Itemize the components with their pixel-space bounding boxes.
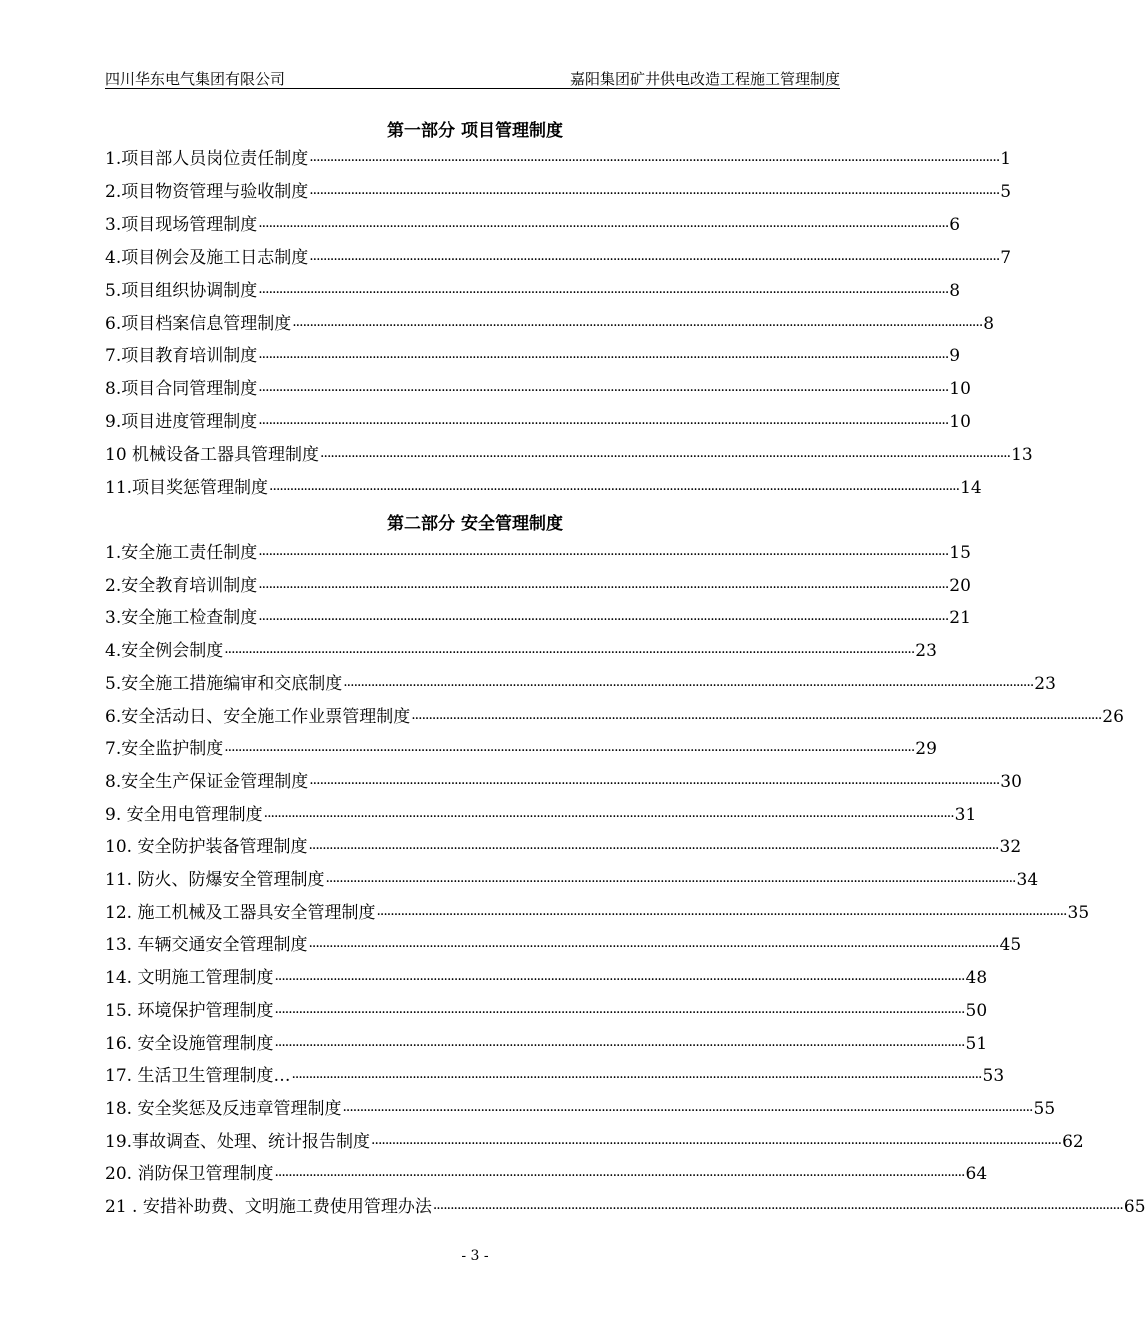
toc-dot-leader: ········································································································································································································	[291, 1070, 982, 1087]
toc-entry[interactable]	[105, 441, 1033, 466]
page-number: - 3 -	[461, 1248, 489, 1264]
toc-entry-title: 19.事故调查、处理、统计报告制度	[105, 1131, 371, 1152]
toc-entry-title: 10. 安全防护装备管理制度	[105, 837, 308, 858]
toc-entry-page: 26	[1102, 706, 1124, 727]
toc-entry[interactable]	[105, 964, 988, 989]
toc-entry-title: 6.项目档案信息管理制度	[105, 313, 292, 334]
toc-entry-page: 20	[949, 575, 971, 596]
toc-entry[interactable]	[105, 768, 1022, 792]
toc-entry-page: 65	[1123, 1197, 1146, 1217]
toc-entry-page: 23	[915, 641, 937, 662]
toc-dot-leader: ········································································································································································································	[343, 677, 1034, 694]
toc-entry[interactable]	[105, 539, 971, 563]
toc-dot-leader: ········································································································································································································	[258, 612, 949, 629]
toc-entry[interactable]	[105, 931, 1022, 956]
toc-entry-page: 7	[1000, 247, 1012, 268]
page-header	[105, 66, 840, 89]
toc-dot-leader: ········································································································································································································	[371, 1135, 1062, 1152]
toc-entry-title: 1.项目部人员岗位责任制度	[105, 149, 309, 169]
toc-dot-leader: ········································································································································································································	[309, 185, 1000, 202]
toc-dot-leader: ········································································································································································································	[258, 383, 949, 400]
toc-entry-page: 29	[915, 739, 937, 760]
toc-entry-page: 6	[949, 214, 961, 235]
toc-entry[interactable]	[105, 670, 1056, 694]
toc-entry-title: 12. 施工机械及工器具安全管理制度	[105, 902, 376, 923]
toc-entry[interactable]	[105, 703, 1124, 727]
toc-dot-leader: ········································································································································································································	[258, 218, 949, 235]
toc-entry[interactable]	[105, 866, 1039, 890]
toc-entry-title: 18. 安全奖惩及反违章管理制度	[105, 1098, 342, 1119]
toc-entry-title: 21 . 安措补助费、文明施工费使用管理办法	[105, 1197, 432, 1217]
toc-entry-title: 5.项目组织协调制度	[105, 280, 258, 301]
toc-entry-page: 55	[1033, 1098, 1056, 1119]
toc-entry[interactable]	[105, 604, 971, 629]
part1-title: 第一部分 项目管理制度	[387, 121, 563, 141]
toc-entry-page: 10	[949, 412, 971, 433]
toc-entry-page: 50	[965, 1000, 988, 1021]
toc-entry-title: 6.安全活动日、安全施工作业票管理制度	[105, 706, 411, 727]
toc-entry[interactable]	[105, 342, 961, 367]
toc-dot-leader: ········································································································································································································	[224, 743, 915, 760]
toc-entry-page: 48	[965, 968, 988, 989]
toc-entry[interactable]	[105, 211, 961, 235]
toc-dot-leader: ········································································································································································································	[274, 1037, 965, 1054]
toc-dot-leader: ········································································································································································································	[269, 482, 960, 498]
toc-entry-title: 15. 环境保护管理制度	[105, 1000, 274, 1021]
toc-entry-title: 3.安全施工检查制度	[105, 608, 258, 629]
toc-entry-page: 23	[1034, 673, 1056, 694]
toc-dot-leader: ········································································································································································································	[274, 1004, 965, 1021]
header-document-title: 嘉阳集团矿井供电改造工程施工管理制度	[569, 70, 840, 88]
toc-entry[interactable]	[105, 572, 971, 596]
toc-dot-leader: ········································································································································································································	[309, 153, 1000, 169]
toc-entry[interactable]	[105, 375, 971, 400]
toc-entry[interactable]	[105, 735, 937, 760]
toc-entry-page: 5	[1000, 181, 1012, 202]
toc-entry[interactable]	[105, 1095, 1056, 1119]
toc-entry-page: 8	[949, 280, 961, 301]
toc-entry-title: 3.项目现场管理制度	[105, 214, 258, 235]
toc-dot-leader: ········································································································································································································	[308, 939, 999, 956]
toc-entry-title: 17. 生活卫生管理制度…	[105, 1066, 291, 1087]
toc-dot-leader: ········································································································································································································	[258, 284, 949, 301]
toc-entry-page: 53	[982, 1066, 1005, 1087]
toc-entry[interactable]	[105, 178, 1012, 202]
header-company: 四川华东电气集团有限公司	[105, 70, 286, 88]
toc-entry[interactable]	[105, 145, 1012, 169]
toc-entry-page: 32	[999, 837, 1022, 858]
toc-entry[interactable]	[105, 1160, 988, 1185]
part2-title: 第二部分 安全管理制度	[387, 514, 563, 534]
toc-entry-page: 31	[954, 804, 977, 825]
toc-entry-page: 13	[1011, 445, 1033, 466]
toc-entry-title: 9.项目进度管理制度	[105, 412, 258, 433]
toc-entry-title: 7.安全监护制度	[105, 739, 224, 760]
toc-entry-page: 1	[1000, 149, 1012, 169]
toc-entry-title: 11.项目奖惩管理制度	[105, 478, 269, 498]
toc-entry-title: 8.项目合同管理制度	[105, 379, 258, 400]
toc-dot-leader: ········································································································································································································	[309, 775, 1000, 792]
toc-entry-page: 51	[965, 1033, 988, 1054]
toc-entry[interactable]	[105, 637, 937, 662]
toc-entry[interactable]	[105, 1030, 988, 1054]
toc-dot-leader: ········································································································································································································	[325, 874, 1016, 890]
toc-entry[interactable]	[105, 833, 1022, 858]
toc-entry-title: 4.项目例会及施工日志制度	[105, 247, 309, 268]
toc-entry-page: 62	[1062, 1131, 1084, 1152]
toc-entry-page: 30	[1000, 771, 1022, 792]
toc-dot-leader: ········································································································································································································	[432, 1201, 1123, 1217]
toc-dot-leader: ········································································································································································································	[309, 251, 1000, 268]
toc-entry-page: 8	[983, 313, 995, 334]
toc-dot-leader: ········································································································································································································	[263, 808, 954, 825]
toc-entry[interactable]	[105, 277, 961, 301]
toc-entry-page: 35	[1067, 902, 1090, 923]
toc-dot-leader: ········································································································································································································	[258, 350, 949, 367]
toc-entry-title: 11. 防火、防爆安全管理制度	[105, 870, 325, 890]
toc-entry-page: 15	[949, 543, 971, 563]
toc-entry[interactable]	[105, 310, 995, 334]
toc-dot-leader: ········································································································································································································	[308, 841, 999, 858]
toc-entry-title: 4.安全例会制度	[105, 641, 224, 662]
toc-entry-page: 21	[949, 608, 971, 629]
toc-entry[interactable]	[105, 1062, 1005, 1087]
toc-entry-title: 2.项目物资管理与验收制度	[105, 181, 309, 202]
toc-dot-leader: ········································································································································································································	[258, 416, 949, 433]
toc-entry[interactable]	[105, 801, 977, 825]
toc-entry-title: 1.安全施工责任制度	[105, 543, 258, 563]
toc-entry[interactable]	[105, 244, 1012, 268]
toc-entry[interactable]	[105, 1193, 1146, 1217]
toc-dot-leader: ········································································································································································································	[292, 317, 983, 334]
toc-entry-title: 5.安全施工措施编审和交底制度	[105, 673, 343, 694]
toc-dot-leader: ········································································································································································································	[274, 972, 965, 989]
toc-entry-page: 9	[949, 346, 961, 367]
toc-entry[interactable]	[105, 408, 971, 433]
toc-entry-page: 14	[960, 478, 982, 498]
toc-entry-title: 9. 安全用电管理制度	[105, 804, 263, 825]
toc-dot-leader: ········································································································································································································	[320, 449, 1011, 466]
toc-dot-leader: ········································································································································································································	[258, 579, 949, 596]
toc-entry-title: 13. 车辆交通安全管理制度	[105, 935, 308, 956]
toc-dot-leader: ········································································································································································································	[274, 1168, 965, 1185]
toc-entry-title: 16. 安全设施管理制度	[105, 1033, 274, 1054]
toc-entry-title: 10 机械设备工器具管理制度	[105, 445, 320, 466]
toc-entry[interactable]	[105, 997, 988, 1021]
toc-dot-leader: ········································································································································································································	[411, 710, 1102, 727]
toc-entry-page: 45	[999, 935, 1022, 956]
toc-dot-leader: ········································································································································································································	[342, 1102, 1033, 1119]
toc-entry[interactable]	[105, 1128, 1084, 1152]
toc-entry-page: 10	[949, 379, 971, 400]
toc-entry-title: 7.项目教育培训制度	[105, 346, 258, 367]
toc-entry-page: 34	[1016, 870, 1039, 890]
toc-entry-page: 64	[965, 1164, 988, 1185]
toc-entry-title: 14. 文明施工管理制度	[105, 968, 274, 989]
toc-dot-leader: ········································································································································································································	[258, 547, 949, 563]
toc-entry[interactable]	[105, 474, 982, 498]
toc-entry-title: 2.安全教育培训制度	[105, 575, 258, 596]
toc-dot-leader: ········································································································································································································	[224, 645, 915, 662]
toc-dot-leader: ········································································································································································································	[376, 906, 1067, 923]
toc-entry[interactable]	[105, 899, 1090, 923]
toc-entry-title: 20. 消防保卫管理制度	[105, 1164, 274, 1185]
toc-entry-title: 8.安全生产保证金管理制度	[105, 771, 309, 792]
